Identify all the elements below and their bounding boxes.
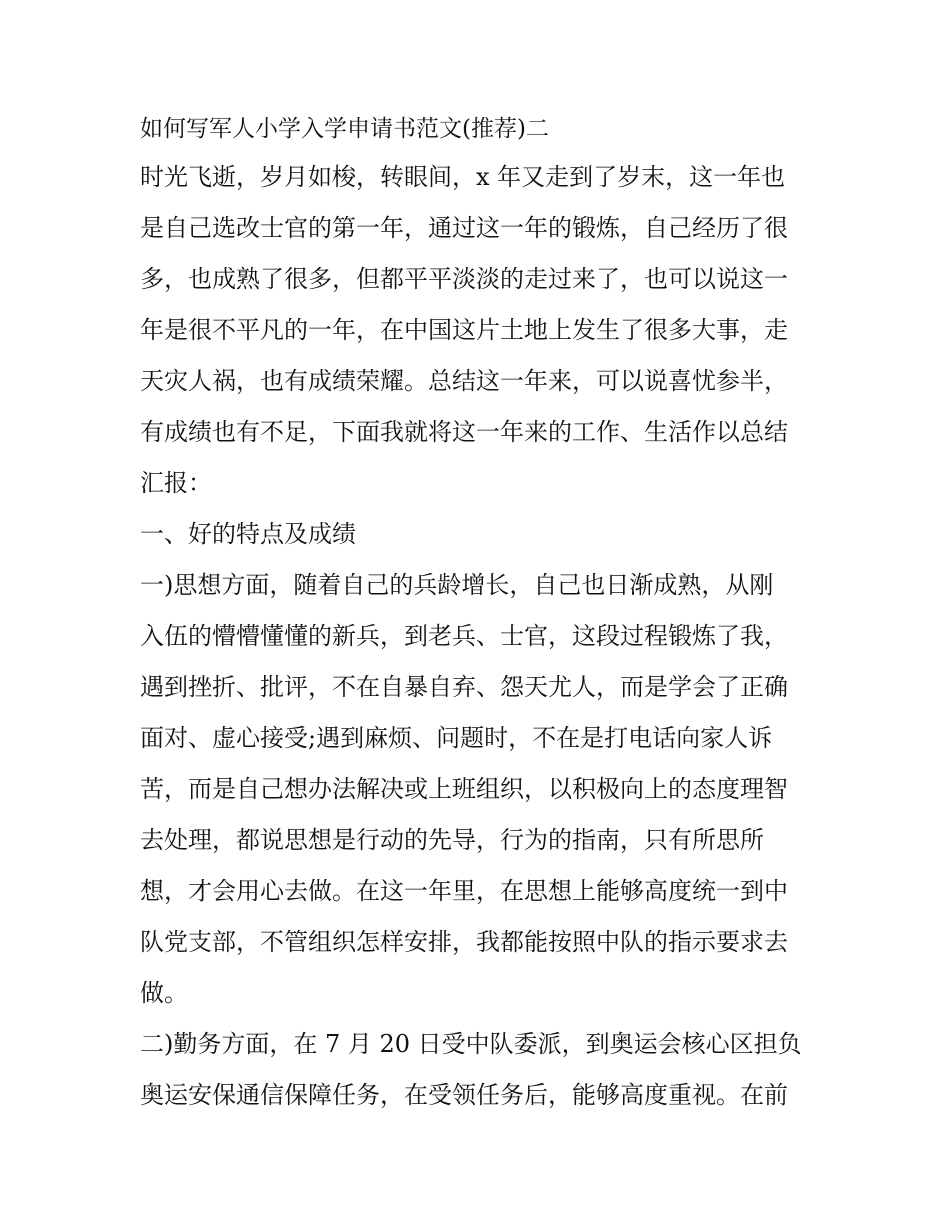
text-line-11: 遇到挫折、批评，不在自暴自弃、怨天尤人，而是学会了正确 <box>140 673 788 701</box>
text-line-16: 队党支部，不管组织怎样安排，我都能按照中队的指示要求去 <box>140 928 788 956</box>
document-title: 如何写军人小学入学申请书范文(推荐)二 <box>140 116 549 142</box>
document-body <box>140 106 812 1121</box>
text-line-10: 入伍的懵懵懂懂的新兵，到老兵、士官，这段过程锻炼了我， <box>140 622 788 650</box>
text-line-13: 苦，而是自己想办法解决或上班组织，以积极向上的态度理智 <box>140 775 788 803</box>
text-line-4: 年是很不平凡的一年，在中国这片土地上发生了很多大事，走 <box>140 316 788 344</box>
text-line-12: 面对、虚心接受;遇到麻烦、问题时，不在是打电话向家人诉 <box>140 724 773 752</box>
text-line-1: 时光飞逝，岁月如梭，转眼间，x 年又走到了岁末，这一年也 <box>140 163 786 191</box>
text-line-9: 一)思想方面，随着自己的兵龄增长，自己也日渐成熟，从刚 <box>140 571 774 599</box>
text-line-19: 奥运安保通信保障任务，在受领任务后，能够高度重视。在前 <box>140 1081 788 1109</box>
section-heading-1: 一、好的特点及成绩 <box>140 520 356 548</box>
text-line-6: 有成绩也有不足，下面我就将这一年来的工作、生活作以总结 <box>140 418 788 446</box>
text-line-18: 二)勤务方面，在 7 月 20 日受中队委派，到奥运会核心区担负 <box>140 1030 802 1058</box>
text-line-14: 去处理，都说思想是行动的先导，行为的指南，只有所思所 <box>140 826 764 854</box>
text-line-17: 做。 <box>140 979 188 1007</box>
text-line-7: 汇报： <box>140 469 212 497</box>
text-line-15: 想，才会用心去做。在这一年里，在思想上能够高度统一到中 <box>140 877 788 905</box>
text-line-5: 天灾人祸，也有成绩荣耀。总结这一年来，可以说喜忧参半， <box>140 367 788 395</box>
text-line-2: 是自己选改士官的第一年，通过这一年的锻炼，自己经历了很 <box>140 214 788 242</box>
text-line-3: 多，也成熟了很多，但都平平淡淡的走过来了，也可以说这一 <box>140 265 788 293</box>
